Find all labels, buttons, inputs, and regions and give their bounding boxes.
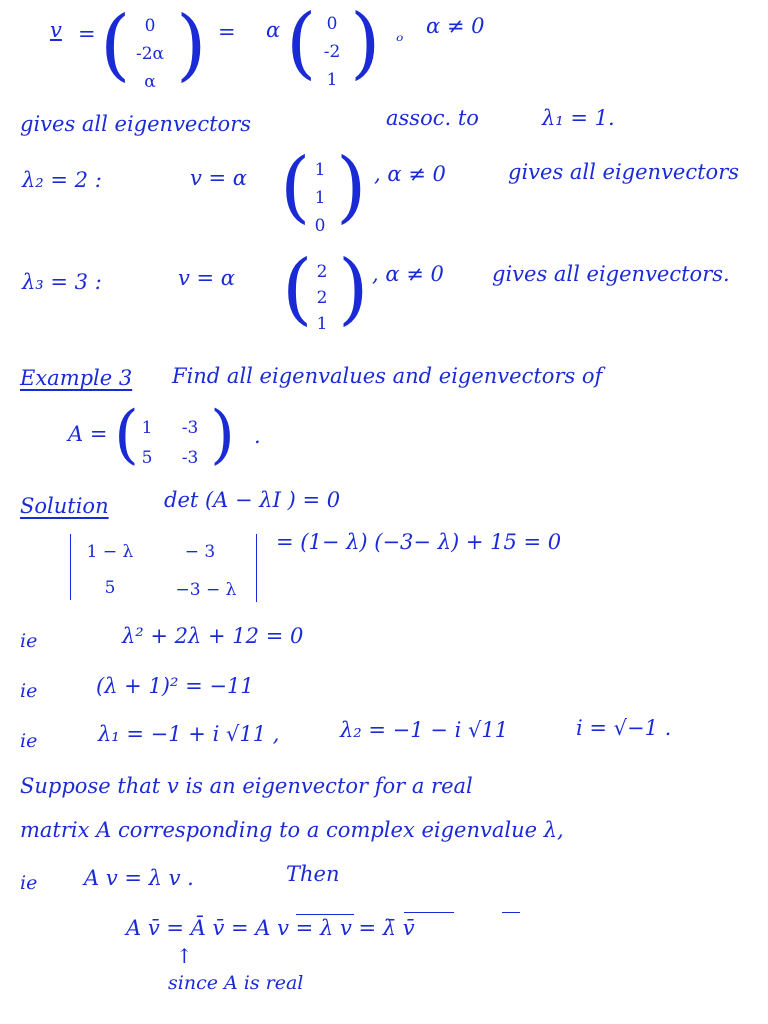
lambda3-vector: [282, 244, 372, 342]
right-paren: ): [176, 0, 207, 90]
ie-label: ie: [20, 630, 38, 652]
period: .: [254, 424, 261, 448]
vector-col2: [286, 0, 381, 94]
cell: 1: [326, 70, 338, 90]
det-expansion: = (1− λ) (−3− λ) + 15 = 0: [276, 530, 562, 554]
lambda2-v-expr: v = α: [190, 166, 247, 190]
right-paren: ): [210, 398, 235, 472]
lambda3-v-expr: v = α: [178, 266, 235, 290]
left-paren: (: [114, 398, 139, 472]
ie-label: ie: [20, 730, 38, 752]
determinant: [70, 534, 262, 602]
equals-sign: =: [78, 22, 96, 46]
cell: 1: [314, 160, 326, 180]
cell: -3: [181, 418, 199, 438]
cell: 2: [316, 288, 328, 308]
then-word: Then: [286, 862, 340, 886]
cell: 5: [104, 578, 116, 598]
lambda2-tail: gives all eigenvectors: [508, 160, 740, 184]
lambda2-label: λ₂ = 2 :: [22, 168, 102, 192]
lambda3-condition: , α ≠ 0: [372, 262, 444, 286]
char-poly: λ² + 2λ + 12 = 0: [122, 624, 304, 648]
cell: 1: [314, 188, 326, 208]
cell: −3 − λ: [175, 580, 237, 600]
overline: [502, 912, 520, 913]
cell: 0: [144, 16, 156, 36]
i-definition: i = √−1 .: [576, 716, 672, 740]
cell: 1: [141, 418, 153, 438]
up-arrow-icon: ↑: [176, 944, 193, 968]
cell: -3: [181, 448, 199, 468]
right-paren: ): [350, 0, 381, 88]
cell: − 3: [184, 542, 216, 562]
ie-label: ie: [20, 680, 38, 702]
det-right-bar: [256, 534, 257, 602]
solution-label: Solution: [20, 494, 109, 518]
since-note: since A is real: [168, 972, 304, 994]
text-gives-all: gives all eigenvectors: [20, 112, 252, 136]
cell: 0: [326, 14, 338, 34]
cell: α: [144, 72, 156, 92]
left-paren: (: [282, 244, 313, 334]
matrix-A: [114, 398, 244, 476]
right-paren: ): [336, 142, 367, 232]
lambda1-complex: λ₁ = −1 + i √11 ,: [98, 722, 280, 746]
det-equation: det (A − λI ) = 0: [164, 488, 341, 512]
lambda1-value: λ₁ = 1.: [542, 106, 615, 130]
v-label: v: [50, 18, 62, 42]
overline: [296, 914, 354, 915]
lambda2-vector: [280, 142, 370, 240]
text-assoc: assoc. to: [386, 106, 479, 130]
cell: 1 − λ: [86, 542, 134, 562]
conjugate-chain: A v̄ = Ā v̄ = A v = λ v = λ̄ v̄: [126, 916, 415, 940]
lambda3-tail: gives all eigenvectors.: [492, 262, 730, 286]
matrix-A-label: A =: [68, 422, 108, 446]
vector-col1: [100, 0, 207, 96]
cell: 0: [314, 216, 326, 236]
eigen-equation: A v = λ v .: [84, 866, 194, 890]
paragraph-line2: matrix A corresponding to a complex eigenvalue λ,: [20, 818, 564, 842]
cell: 2: [316, 262, 328, 282]
paragraph-line1: Suppose that v is an eigenvector for a real: [20, 774, 473, 798]
right-paren: ): [338, 244, 369, 334]
overline: [404, 912, 454, 913]
left-paren: (: [100, 0, 131, 90]
example-text: Find all eigenvalues and eigenvectors of: [172, 364, 603, 388]
condition: α ≠ 0: [426, 14, 485, 38]
cell: -2: [323, 42, 341, 62]
cell: 5: [141, 448, 153, 468]
left-paren: (: [286, 0, 317, 88]
alpha-scalar: α: [266, 18, 281, 42]
left-paren: (: [280, 142, 311, 232]
completed-square: (λ + 1)² = −11: [96, 674, 254, 698]
lambda3-label: λ₃ = 3 :: [22, 270, 102, 294]
example-title: Example 3: [20, 366, 133, 390]
equals-sign: =: [218, 20, 236, 44]
lambda2-complex: λ₂ = −1 − i √11: [340, 718, 509, 742]
cell: 1: [316, 314, 328, 334]
det-left-bar: [70, 534, 71, 600]
cell: -2α: [135, 44, 165, 64]
lambda2-condition: , α ≠ 0: [374, 162, 446, 186]
ie-label: ie: [20, 872, 38, 894]
comma: ₒ: [396, 24, 404, 46]
